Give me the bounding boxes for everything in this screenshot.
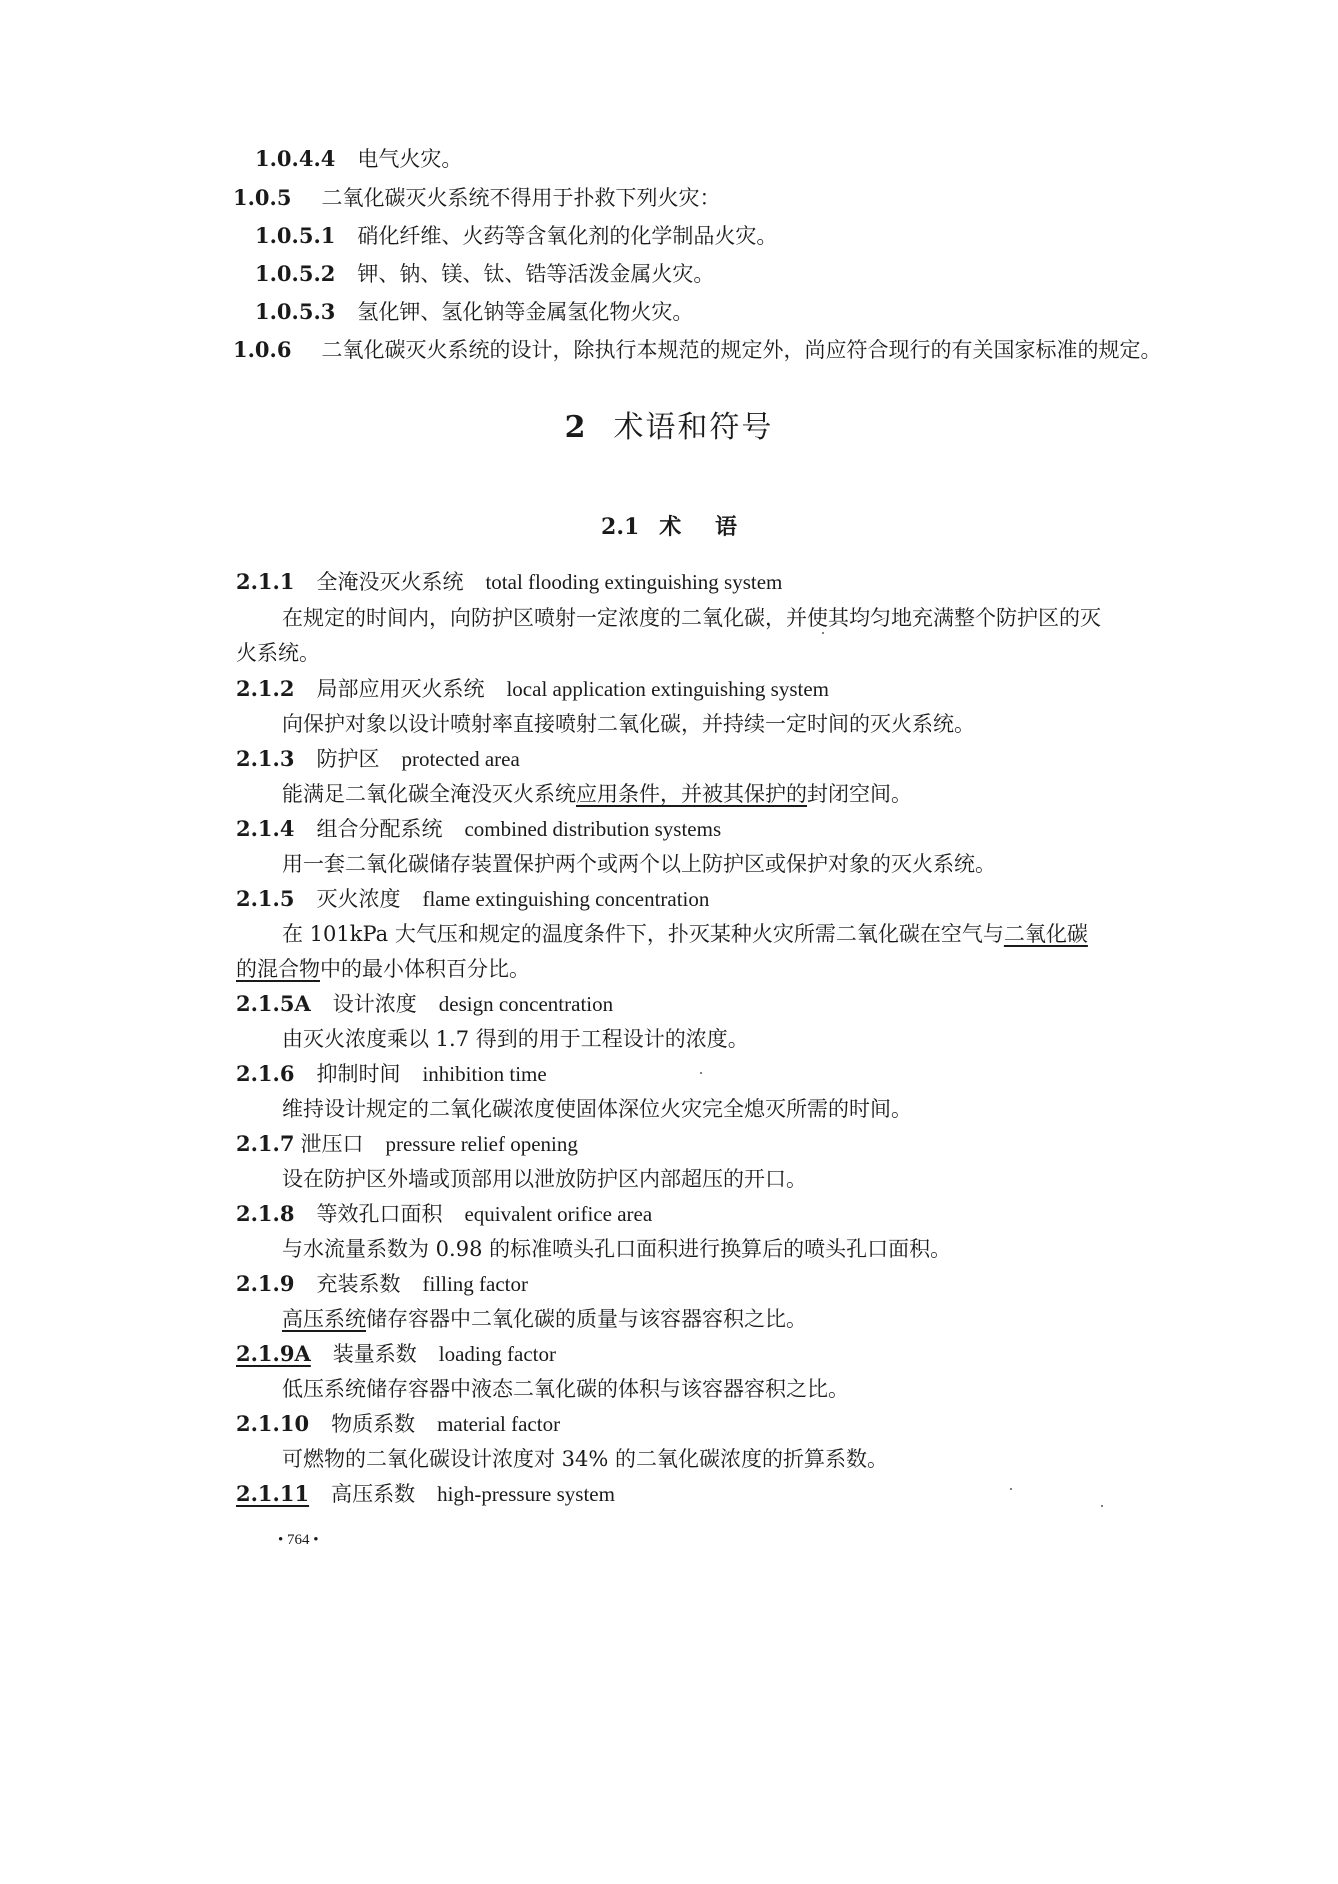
term-en: equivalent orifice area [464,1202,653,1226]
term-definition: 维持设计规定的二氧化碳浓度使固体深位火灾完全熄灭所需的时间。 [282,1097,912,1121]
term-en: local application extinguishing system [506,677,829,701]
chapter-title: 术语和符号 [613,410,774,445]
term-en: combined distribution systems [464,817,722,841]
term-number: 2.1.5A [236,991,311,1016]
term-number: 2.1.8 [236,1201,295,1226]
term-2-1-10 [236,1409,560,1439]
chapter-heading [0,402,1338,446]
term-2-1-2 [236,674,829,704]
term-en: flame extinguishing concentration [422,887,710,911]
term-en: total flooding extinguishing system [485,570,783,594]
term-en: high-pressure system [437,1482,615,1506]
clause-1-0-5-3 [255,297,693,327]
term-zh [316,1272,400,1296]
term-2-1-9 [236,1269,528,1299]
clause-number: 1.0.5.1 [255,223,336,248]
term-definition [282,779,912,809]
term-definition: 设在防护区外墙或顶部用以泄放防护区内部超压的开口。 [282,1167,807,1191]
clause-1-0-6 [233,335,1161,365]
term-2-1-6 [236,1059,547,1089]
term-en: pressure relief opening [385,1132,578,1156]
term-en: filling factor [422,1272,529,1296]
term-definition: 与水流量系数为 0.98 的标准喷头孔口面积进行换算后的喷头孔口面积。 [282,1237,952,1261]
definition-part: 在 101kPa 大气压和规定的温度条件下，扑灭某种火灾所需二氧化碳在空气与 [282,922,1004,946]
term-number: 2.1.1 [236,569,295,594]
term-2-1-5 [236,884,709,914]
term-zh: 防护区 [316,747,380,771]
term-number: 2.1.11 [236,1481,310,1506]
term-number: 2.1.5 [236,886,295,911]
scan-speck [822,632,824,634]
term-2-1-8 [236,1199,652,1229]
term-definition: 用一套二氧化碳储存装置保护两个或两个以上防护区或保护对象的灭火系统。 [282,852,996,876]
definition-part: 中的最小体积百分比。 [320,957,530,981]
term-number: 2.1.9 [236,1271,295,1296]
term-2-1-3 [236,744,520,774]
definition-part: 储存容器中二氧化碳的质量与该容器容积之比。 [366,1307,807,1331]
term-zh: 全淹没灭火系统 [316,570,464,594]
term-zh: 装量系数 [332,1342,417,1366]
clause-number: 1.0.5.2 [255,261,336,286]
term-en: loading factor [438,1342,556,1366]
clause-number: 1.0.4.4 [255,146,336,171]
term-2-1-11 [236,1479,615,1509]
term-en: inhibition time [422,1062,547,1086]
term-2-1-9a [236,1339,556,1369]
term-zh: 高压系数 [331,1482,416,1506]
term-definition [282,1304,807,1334]
clause-1-0-5 [233,183,720,213]
definition-underlined: 二氧化碳 [1003,922,1088,946]
term-2-1-7 [236,1129,578,1159]
clause-1-0-5-2 [255,259,714,289]
term-en: design concentration [438,992,614,1016]
clause-text: 二氧化碳灭火系统不得用于扑救下列火灾： [321,186,721,210]
clause-text: 硝化纤维、火药等含氧化剂的化学制品火灾。 [357,224,778,248]
term-definition: 低压系统储存容器中液态二氧化碳的体积与该容器容积之比。 [282,1377,849,1401]
term-zh: 泄压口 [300,1132,364,1156]
term-number: 2.1.10 [236,1411,310,1436]
scan-speck [700,1072,702,1074]
term-zh: 物质系数 [331,1412,416,1436]
term-zh: 抑制时间 [316,1062,401,1086]
term-definition: 在规定的时间内，向防护区喷射一定浓度的二氧化碳，并使其均匀地充满整个防护区的灭 [282,606,1101,630]
definition-underlined: 的混合物 [236,957,320,981]
clause-text: 钾、钠、镁、钛、锆等活泼金属火灾。 [357,262,715,286]
term-definition: 可燃物的二氧化碳设计浓度对 34% 的二氧化碳浓度的折算系数。 [282,1447,889,1471]
term-zh: 组合分配系统 [316,817,443,841]
term-number: 2.1.2 [236,676,295,701]
section-number: 2.1 [601,514,640,540]
term-en: protected area [401,747,520,771]
term-zh-text: 充装系数 [316,1272,401,1296]
clause-1-0-4-4 [255,144,462,174]
definition-part: 封闭空间。 [807,782,912,806]
term-definition: 向保护对象以设计喷射率直接喷射二氧化碳，并持续一定时间的灭火系统。 [282,712,975,736]
term-definition-cont [236,954,530,984]
clause-1-0-5-1 [255,221,777,251]
term-en: material factor [437,1412,561,1436]
term-number: 2.1.3 [236,746,295,771]
term-definition: 由灭火浓度乘以 1.7 得到的用于工程设计的浓度。 [282,1027,749,1051]
clause-text: 电气火灾。 [357,147,463,171]
page-number: • 764 • [278,1532,319,1548]
clause-number: 1.0.5 [233,185,292,210]
term-zh: 设计浓度 [332,992,417,1016]
term-2-1-4 [236,814,721,844]
clause-number: 1.0.6 [233,337,292,362]
definition-underlined: 应用条件，并被其保护的 [576,782,807,806]
clause-text: 氢化钾、氢化钠等金属氢化物火灾。 [357,300,694,324]
term-number: 2.1.4 [236,816,295,841]
term-zh: 等效孔口面积 [316,1202,443,1226]
section-heading [0,510,1338,541]
definition-underlined: 高压系统 [282,1307,366,1331]
clause-number: 1.0.5.3 [255,299,336,324]
term-number: 2.1.6 [236,1061,295,1086]
term-zh: 灭火浓度 [316,887,401,911]
term-definition-cont: 火系统。 [236,641,320,665]
term-number: 2.1.7 [236,1131,295,1156]
scan-speck [1101,1505,1103,1507]
section-title: 术 语 [659,514,737,540]
term-2-1-1 [236,567,782,597]
term-number: 2.1.9A [236,1341,311,1366]
chapter-number: 2 [564,410,588,445]
term-zh: 局部应用灭火系统 [316,677,485,701]
definition-part: 能满足二氧化碳全淹没灭火系统 [282,782,576,806]
clause-text: 二氧化碳灭火系统的设计，除执行本规范的规定外，尚应符合现行的有关国家标准的规定。 [321,338,1162,362]
scan-speck [1010,1488,1012,1490]
term-definition [282,919,1088,949]
term-2-1-5a [236,989,613,1019]
